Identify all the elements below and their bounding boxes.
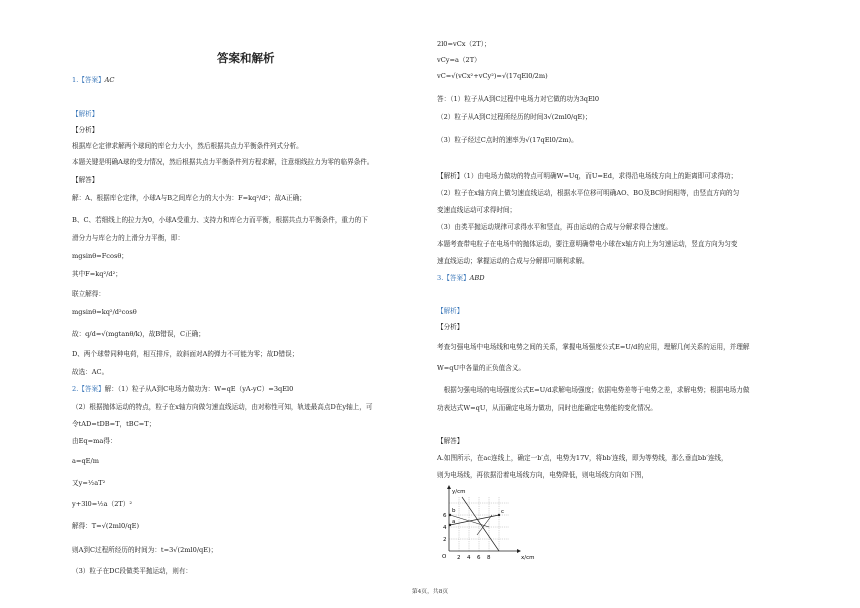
left-line: a=qE/m [72,457,99,465]
x-axis-arrow [517,549,521,553]
page-footer: 第4页，共8页 [411,589,449,595]
left-line: 由Eq=ma得： [72,437,117,445]
right-line: 功表达式W=qU，从而确定电场力做功，同时也能确定电势能的变化情况。 [437,404,657,412]
y-axis-arrow [447,485,451,489]
left-line: 则A到C过程所经历的时间为：t=3√(2ml0/qE)； [72,546,218,554]
y-tick-label: 2 [443,537,447,543]
x-tick-label: 2 [457,555,461,561]
equipotential-line [450,515,489,527]
right-line: 速直线运动；掌握运动的合成与分解即可顺利求解。 [437,257,589,265]
y-axis-label: y/cm [452,489,466,495]
right-line: 根据匀强电场的电场强度公式E=U/d求解电场强度；依据电势差等于电势之差，求解电势；根据电场力做 [437,386,750,394]
left-line: 【分析】 [72,126,99,134]
left-line: 故：q/d=√(mgtanθ/k)，故B错误，C正确； [72,330,205,338]
answer-3: 3.【答案】ABD [437,274,485,282]
right-line: 变速直线运动可求得时间； [437,206,517,214]
y-tick-label: 6 [443,513,447,519]
left-line: 滑分力与库仑力的上滑分力平衡，即： [72,234,185,242]
right-line: A.如图所示，在ac连线上，确定一b′点，电势为17V，将bb′连线，即为等势线，那么垂直bb′连线， [437,454,728,462]
left-line: 又y=½aT² [72,479,106,487]
left-line: D、两个球带同种电荷，相互排斥，故斜面对A的弹力不可能为零；故D错误； [72,350,299,358]
left-line: mgsinθ=kq²/d²cosθ [72,308,137,316]
right-line: 考查匀强电场中电场线和电势之间的关系，掌握电场强度公式E=U/d的应用，理解几何关系的运用，并理解 [437,343,750,351]
left-line: 【解答】 [72,176,99,184]
right-line: 2l0=vCx（2T）； [437,40,491,48]
left-line: （3）粒子在DC段做类平抛运动，则有： [72,567,193,575]
right-line: （3）粒子经过C点时的速率为√(17qEl0/2m)。 [437,136,578,144]
point-label-b: b [452,508,456,514]
x-tick-label: 6 [477,555,481,561]
right-line: vCy=a（2T） [437,56,481,64]
right-line: 【解析】（1）由电场力做功的特点可明确W=Uq，而U=Ed，求得沿电场线方向上的距离即可求得功； [437,172,738,180]
y-tick-label: 4 [443,525,447,531]
left-line: 根据库仑定律求解两个球间的库仑力大小，然后根据共点力平衡条件列式分析。 [72,142,303,150]
right-line: （2）粒子在x轴方向上做匀速直线运动，根据水平位移可明确AO、BO及BC时间相等，由竖直方向的匀 [437,189,740,197]
point-b [449,514,451,516]
point-label-c: c [501,509,505,515]
right-line: 本题考查带电粒子在电场中的抛体运动，要注意明确带电小球在x轴方向上为匀速运动，竖直方向为匀变 [437,240,738,248]
left-line: mgsinθ=Fcosθ； [72,252,128,260]
left-line: 故选：AC。 [72,368,109,376]
right-line: （3）由类平抛运动规律可求得水平和竖直，再由运动的合成与分解求得合速度。 [437,223,672,231]
left-line: 本题关键是明确A球的受力情况，然后根据共点力平衡条件列方程求解，注意细线拉力为零的临界条件。 [72,158,374,166]
point-c [498,514,500,516]
left-line: 解得：T=√(2ml0/qE) [72,522,140,530]
left-line: 【解析】 [72,110,99,118]
x-tick-label: 8 [487,555,491,561]
right-line: 【解析】 [437,307,464,315]
left-line: 联立解得： [72,290,105,298]
coordinate-figure [437,485,537,563]
right-line: 答：（1）粒子从A到C过程中电场力对它做的功为3qEl0 [437,95,600,103]
right-line: 则为电场线，再依据沿着电场线方向，电势降低，则电场线方向如下图， [437,471,648,479]
right-line: （2）粒子从A到C过程所经历的时间3√(2ml0/qE)； [437,113,592,121]
left-line: （2）根据抛体运动的特点，粒子在x轴方向做匀速直线运动，由对称性可知，轨迹最高点D在y轴上，可 [72,403,373,411]
line-ac [450,515,499,525]
right-line: 【解答】 [437,437,464,445]
right-line: vC=√(vCx²+vCy²)=√(17qEl0/2m) [437,72,548,80]
left-line: y+3l0=½a（2T）² [72,500,133,508]
left-line: 其中F=kq²/d²； [72,270,122,278]
answer-2: 2.【答案】解：（1）粒子从A到C电场力做功为：W=qE（yA-yC）=3qEl0 [72,385,294,393]
point-label-a: a [452,519,456,525]
page-title: 答案和解析 [217,51,275,65]
right-line: W=qU中各量的正负值含义。 [437,364,526,372]
right-line: 【分析】 [437,323,464,331]
left-line: B、C、若细线上的拉力为0，小球A受重力、支持力和库仑力而平衡，根据共点力平衡条件，重力的下 [72,216,368,224]
x-tick-label: 4 [467,555,471,561]
left-line: 令tAD=tDB=T，tBC=T； [72,420,156,428]
origin-label: O [442,554,447,560]
field-line [462,497,499,551]
x-axis-label: x/cm [521,555,535,561]
answer-1: 1.【答案】AC [72,76,115,84]
left-line: 解：A、根据库仑定律，小球A与B之间库仑力的大小为：F=kq²/d²；故A正确； [72,194,306,202]
point-a [449,524,451,526]
